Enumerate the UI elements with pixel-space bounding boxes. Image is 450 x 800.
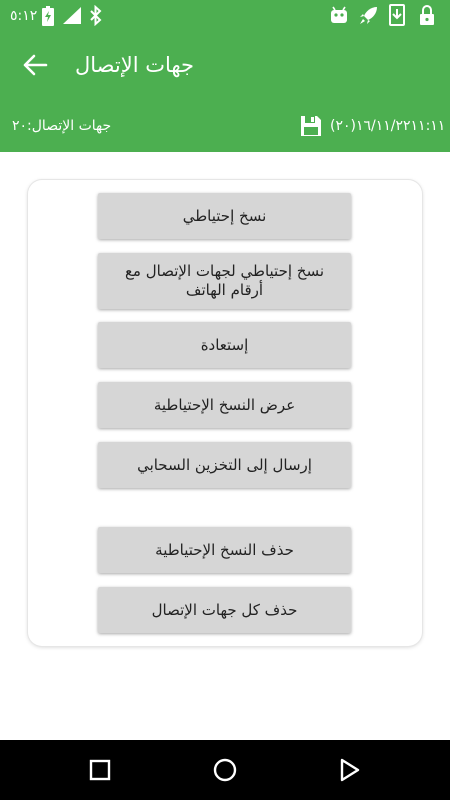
- actions-card: [28, 180, 422, 646]
- status-time: ٥:١٢: [10, 8, 38, 24]
- contacts-count: جهات الإتصال:٢٠: [12, 118, 112, 134]
- battery-charging-icon: [42, 6, 54, 26]
- download-icon: [389, 4, 405, 26]
- view-backups-button[interactable]: عرض النسخ الإحتياطية: [98, 382, 351, 428]
- navigation-bar: [0, 740, 450, 800]
- bluetooth-icon: [89, 5, 103, 26]
- floppy-disk-icon[interactable]: [299, 114, 323, 138]
- delete-all-contacts-button[interactable]: حذف كل جهات الإتصال: [98, 587, 351, 633]
- signal-icon: [63, 7, 81, 24]
- home-circle-icon[interactable]: [210, 755, 240, 785]
- delete-backups-button[interactable]: حذف النسخ الإحتياطية: [98, 527, 351, 573]
- rocket-icon: [359, 5, 379, 25]
- last-backup-datetime: (٢٠)١٦/١١/٢٢١١:١١: [330, 118, 446, 134]
- backup-with-phones-button[interactable]: نسخ إحتياطي لجهات الإتصال مع أرقام الهاتف: [98, 253, 351, 309]
- page-title: جهات الإتصال: [75, 53, 195, 77]
- restore-button[interactable]: إستعادة: [98, 322, 351, 368]
- app-bar: [0, 32, 450, 152]
- send-to-cloud-button[interactable]: إرسال إلى التخزين السحابي: [98, 442, 351, 488]
- lock-icon: [419, 4, 435, 26]
- recents-square-icon[interactable]: [85, 755, 115, 785]
- back-triangle-icon[interactable]: [335, 755, 365, 785]
- android-icon: [329, 5, 349, 25]
- status-bar: [0, 0, 450, 32]
- backup-button[interactable]: نسخ إحتياطي: [98, 193, 351, 239]
- arrow-left-icon[interactable]: [18, 48, 52, 82]
